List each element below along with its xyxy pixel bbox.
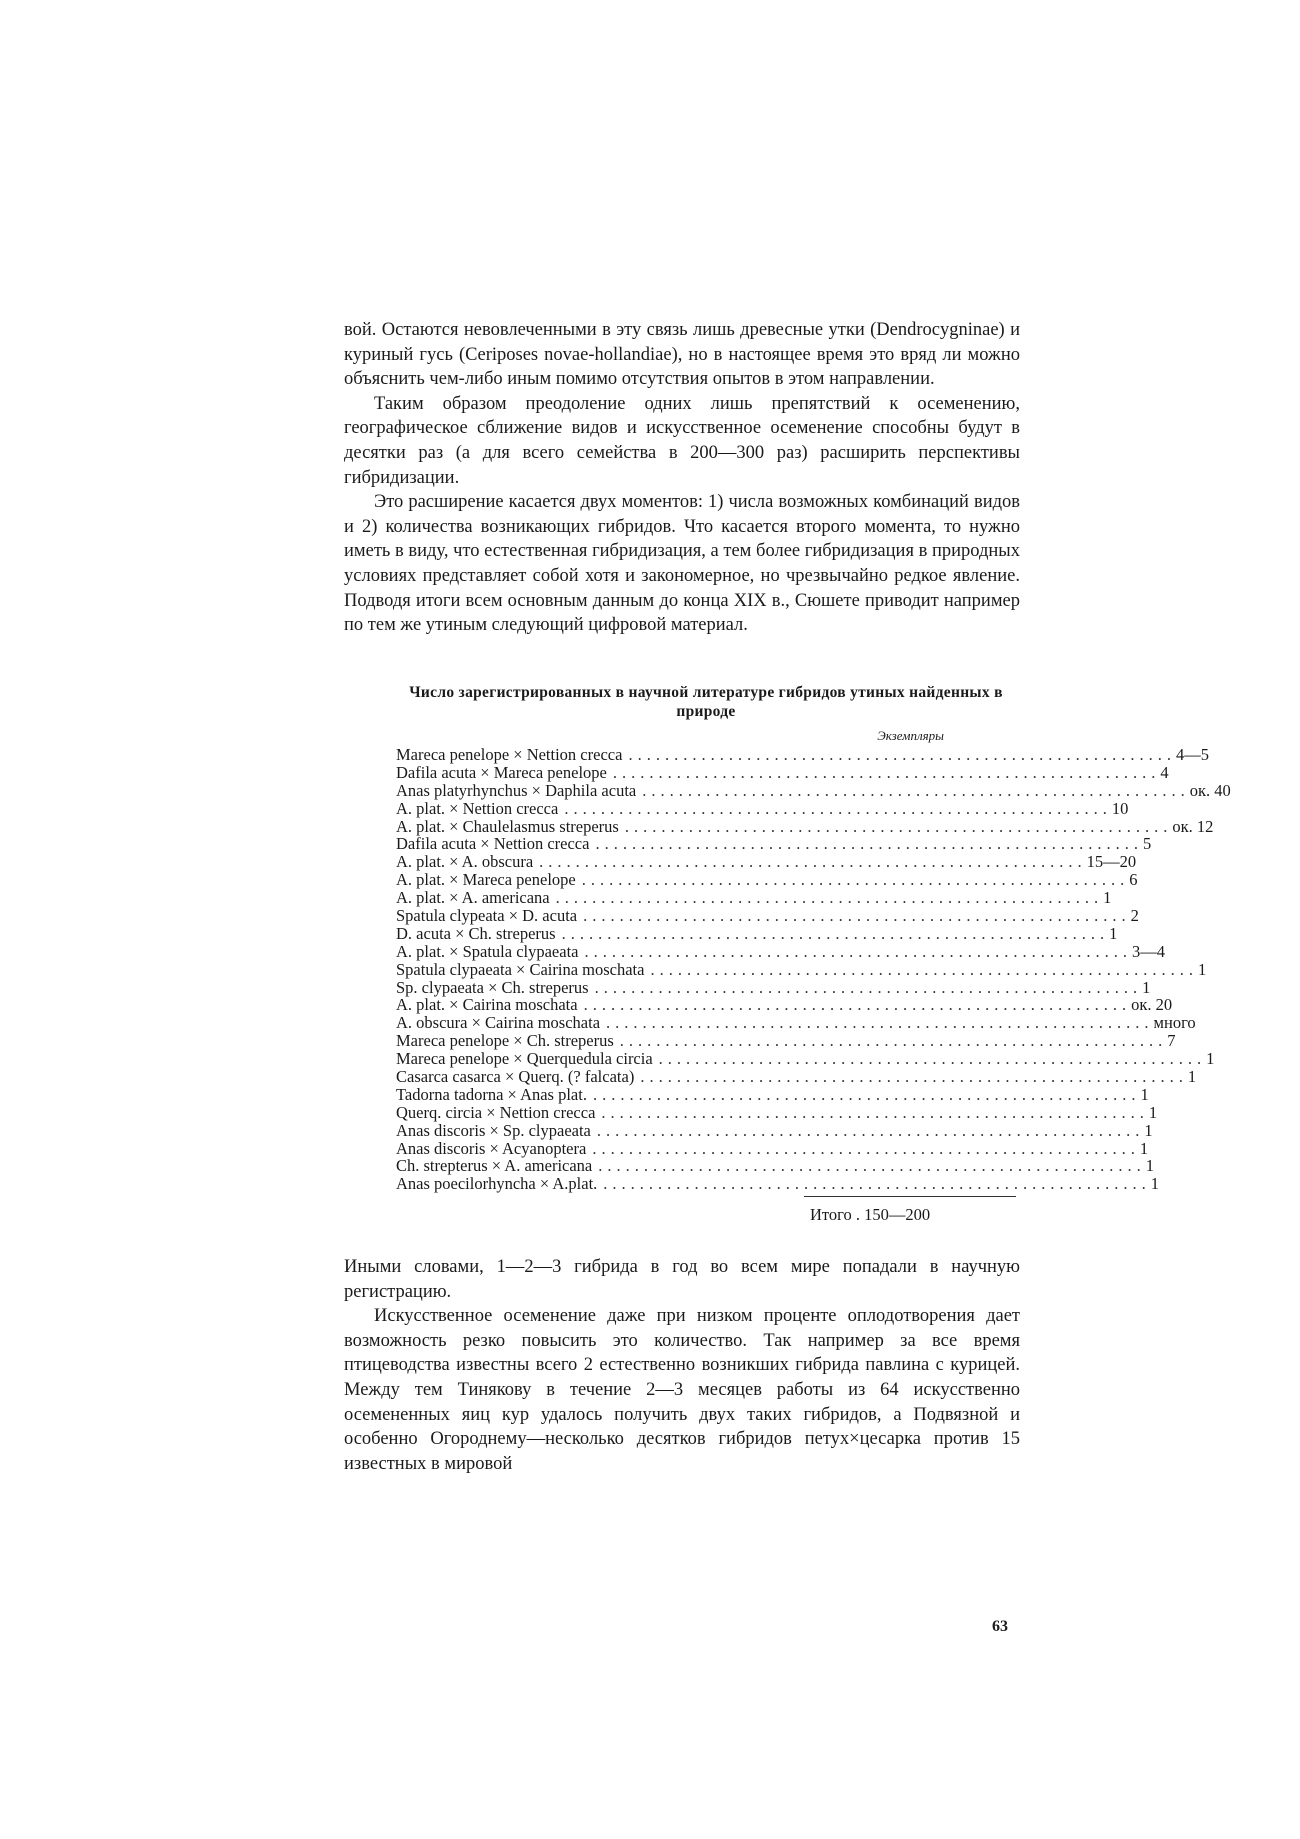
- row-count: 4—5: [1175, 745, 1209, 764]
- table-row: [396, 745, 1209, 764]
- row-species: A. obscura × Cairina moschata: [396, 1013, 601, 1033]
- row-species: Dafila acuta × Nettion crecca: [396, 834, 590, 854]
- page-number: 63: [992, 1618, 1008, 1635]
- row-leader-dots: ............................................................: [642, 780, 1190, 800]
- table-row: [396, 1067, 1197, 1087]
- row-count: 1: [1109, 923, 1118, 943]
- row-species: A. plat. × Chaulelasmus streperus: [396, 816, 619, 836]
- table-total: Итого . 150—200: [810, 1205, 931, 1224]
- row-species: Sp. clypaeata × Ch. streperus: [396, 977, 589, 997]
- row-leader-dots: ............................................................: [581, 870, 1130, 890]
- row-species: Mareca penelope × Nettion crecca: [396, 745, 623, 764]
- row-count: 4: [1160, 762, 1169, 782]
- row-leader-dots: ............................................................: [564, 798, 1112, 818]
- row-leader-dots: ............................................................: [539, 852, 1087, 872]
- table-row: [396, 923, 1118, 943]
- row-leader-dots: ............................................................: [583, 995, 1132, 1015]
- paragraph: вой. Остаются невовлеченными в эту связь лишь древесные утки (Dendrocygninae) и куриный гусь (Ceriposes novae-hollandiae), но в настоящее время это вряд ли можно объяснить чем-либо иным помимо отсутствия опытов в этом направлении.: [344, 320, 1020, 390]
- table-rows: [396, 745, 1231, 1194]
- row-count: 15—20: [1086, 852, 1137, 872]
- row-count: много: [1153, 1013, 1196, 1033]
- row-count: 5: [1142, 834, 1152, 854]
- row-leader-dots: ............................................................: [595, 834, 1143, 854]
- row-leader-dots: ............................................................: [606, 1013, 1154, 1033]
- table-row: [396, 1138, 1149, 1158]
- row-count: 3—4: [1132, 941, 1165, 961]
- row-leader-dots: ............................................................: [594, 977, 1143, 997]
- row-species: Mareca penelope × Ch. streperus: [396, 1031, 614, 1051]
- row-leader-dots: ............................................................: [658, 1049, 1207, 1069]
- table-row: [396, 834, 1152, 854]
- row-count: 1: [1142, 977, 1151, 997]
- table-row: [396, 1031, 1176, 1051]
- row-leader-dots: ............................................................: [640, 1067, 1188, 1087]
- row-species: Dafila acuta × Mareca penelope: [396, 762, 607, 782]
- row-count: 1: [1197, 959, 1207, 979]
- row-leader-dots: ............................................................: [603, 1174, 1151, 1194]
- table-caption: Число зарегистрированных в научной литературе гибридов утиных найденных в природе: [409, 684, 1003, 720]
- row-species: Querq. circia × Nettion crecca: [396, 1102, 596, 1122]
- row-count: 7: [1167, 1031, 1176, 1051]
- row-leader-dots: ............................................................: [596, 1120, 1145, 1140]
- row-leader-dots: ............................................................: [628, 745, 1176, 764]
- table-row: [396, 977, 1151, 997]
- row-species: A. plat. × A. obscura: [396, 852, 534, 872]
- row-count: 10: [1111, 798, 1129, 818]
- row-count: 1: [1187, 1067, 1197, 1087]
- row-species: Ch. strepterus × A. americana: [396, 1156, 593, 1176]
- row-species: Casarca casarca × Querq. (? falcata): [396, 1067, 635, 1087]
- row-count: 1: [1148, 1102, 1158, 1122]
- row-species: A. plat. × A. americana: [396, 888, 550, 908]
- row-count: 6: [1129, 870, 1138, 890]
- row-leader-dots: ............................................................: [561, 923, 1110, 943]
- row-leader-dots: ............................................................: [624, 816, 1173, 836]
- table-row: [396, 1013, 1196, 1033]
- row-count: 1: [1150, 1174, 1160, 1194]
- row-count: 1: [1144, 1120, 1153, 1140]
- row-leader-dots: ............................................................: [612, 762, 1161, 782]
- table-row: [396, 780, 1231, 800]
- row-species: Tadorna tadorna × Anas plat.: [396, 1084, 587, 1104]
- row-leader-dots: ............................................................: [598, 1156, 1146, 1176]
- row-species: Anas discoris × Sp. clypaeata: [396, 1120, 591, 1140]
- row-count: 1: [1103, 888, 1112, 908]
- table-row: [396, 1049, 1215, 1069]
- table-row: [396, 1084, 1149, 1104]
- row-leader-dots: ............................................................: [650, 959, 1198, 979]
- row-species: D. acuta × Ch. streperus: [396, 923, 556, 943]
- table-header: [396, 726, 1016, 746]
- table-row: [396, 870, 1138, 890]
- hybrids-table: [396, 683, 1231, 1224]
- row-count: 1: [1139, 1138, 1149, 1158]
- table-row: [396, 888, 1112, 908]
- row-species: Anas discoris × Acyanoptera: [396, 1138, 587, 1158]
- table-row: [396, 1174, 1160, 1194]
- row-species: Mareca penelope × Querquedula circia: [396, 1049, 653, 1069]
- row-count: 2: [1130, 906, 1139, 926]
- bottom-text-block: [344, 1255, 1020, 1476]
- table-row: [396, 762, 1169, 782]
- row-leader-dots: ............................................................: [583, 906, 1131, 926]
- paragraph: Иными словами, 1—2—3 гибрида в год во всем мире попадали в научную регистрацию.: [344, 1257, 1020, 1302]
- table-row: [396, 852, 1137, 872]
- table-row: [396, 1102, 1158, 1122]
- row-count: ок. 20: [1131, 995, 1173, 1015]
- row-leader-dots: ............................................................: [601, 1102, 1149, 1122]
- row-count: 1: [1145, 1156, 1154, 1176]
- column-header: Экземпляры: [877, 728, 944, 743]
- row-species: Anas poecilorhyncha × A.plat.: [396, 1174, 598, 1194]
- top-text-block: [344, 318, 1020, 638]
- table-row: [396, 798, 1129, 818]
- total-rule: [804, 1196, 1016, 1197]
- row-leader-dots: ............................................................: [555, 888, 1104, 908]
- table-row: [396, 995, 1173, 1015]
- row-count: ок. 12: [1172, 816, 1214, 836]
- table-row: [396, 906, 1139, 926]
- table-row: [396, 1156, 1154, 1176]
- row-species: Spatula clypaeata × Cairina moschata: [396, 959, 645, 979]
- row-leader-dots: ............................................................: [584, 941, 1132, 961]
- paragraph: Это расширение касается двух моментов: 1) числа возможных комбинаций видов и 2) количества возникающих гибридов. Что касается второго момента, то нужно иметь в виду, что естественная гибридизация, а тем более гибридизация в природных условиях представляет собой хотя и закономерное, но чрезвычайно редкое явление. Подводя итоги всем основным данным до конца XIX в., Сюшете приводит например по тем же утиным следующий цифровой материал.: [344, 492, 1020, 636]
- row-count: 1: [1206, 1049, 1215, 1069]
- row-species: A. plat. × Cairina moschata: [396, 995, 578, 1015]
- paragraph: Таким образом преодоление одних лишь препятствий к осеменению, географическое сближение видов и искусственное осеменение способны будут в десятки раз (а для всего семейства в 200—300 раз) расширить перспективы гибридизации.: [344, 393, 1020, 488]
- table-row: [396, 941, 1165, 961]
- row-species: A. plat. × Spatula clypaeata: [396, 941, 579, 961]
- table-row: [396, 816, 1214, 836]
- row-leader-dots: ............................................................: [592, 1084, 1141, 1104]
- table-row: [396, 1120, 1153, 1140]
- paragraph: Искусственное осеменение даже при низком проценте оплодотворения дает возможность резко повысить это количество. Так например за все время птицеводства известны всего 2 естественно возникших гибрида павлина с курицей. Между тем Тинякову в течение 2—3 месяцев работы из 64 искусственно осемененных яиц кур удалось получить двух таких гибридов, а Подвязной и особенно Огороднему—несколько десятков гибридов петух×цесарка против 15 известных в мировой: [344, 1306, 1020, 1474]
- row-count: ок. 40: [1189, 780, 1231, 800]
- row-species: A. plat. × Nettion crecca: [396, 798, 559, 818]
- row-count: 1: [1140, 1084, 1149, 1104]
- row-leader-dots: ............................................................: [619, 1031, 1168, 1051]
- row-leader-dots: ............................................................: [592, 1138, 1140, 1158]
- row-species: A. plat. × Mareca penelope: [396, 870, 576, 890]
- row-species: Anas platyrhynchus × Daphila acuta: [396, 780, 637, 800]
- row-species: Spatula clypeata × D. acuta: [396, 906, 578, 926]
- table-row: [396, 959, 1207, 979]
